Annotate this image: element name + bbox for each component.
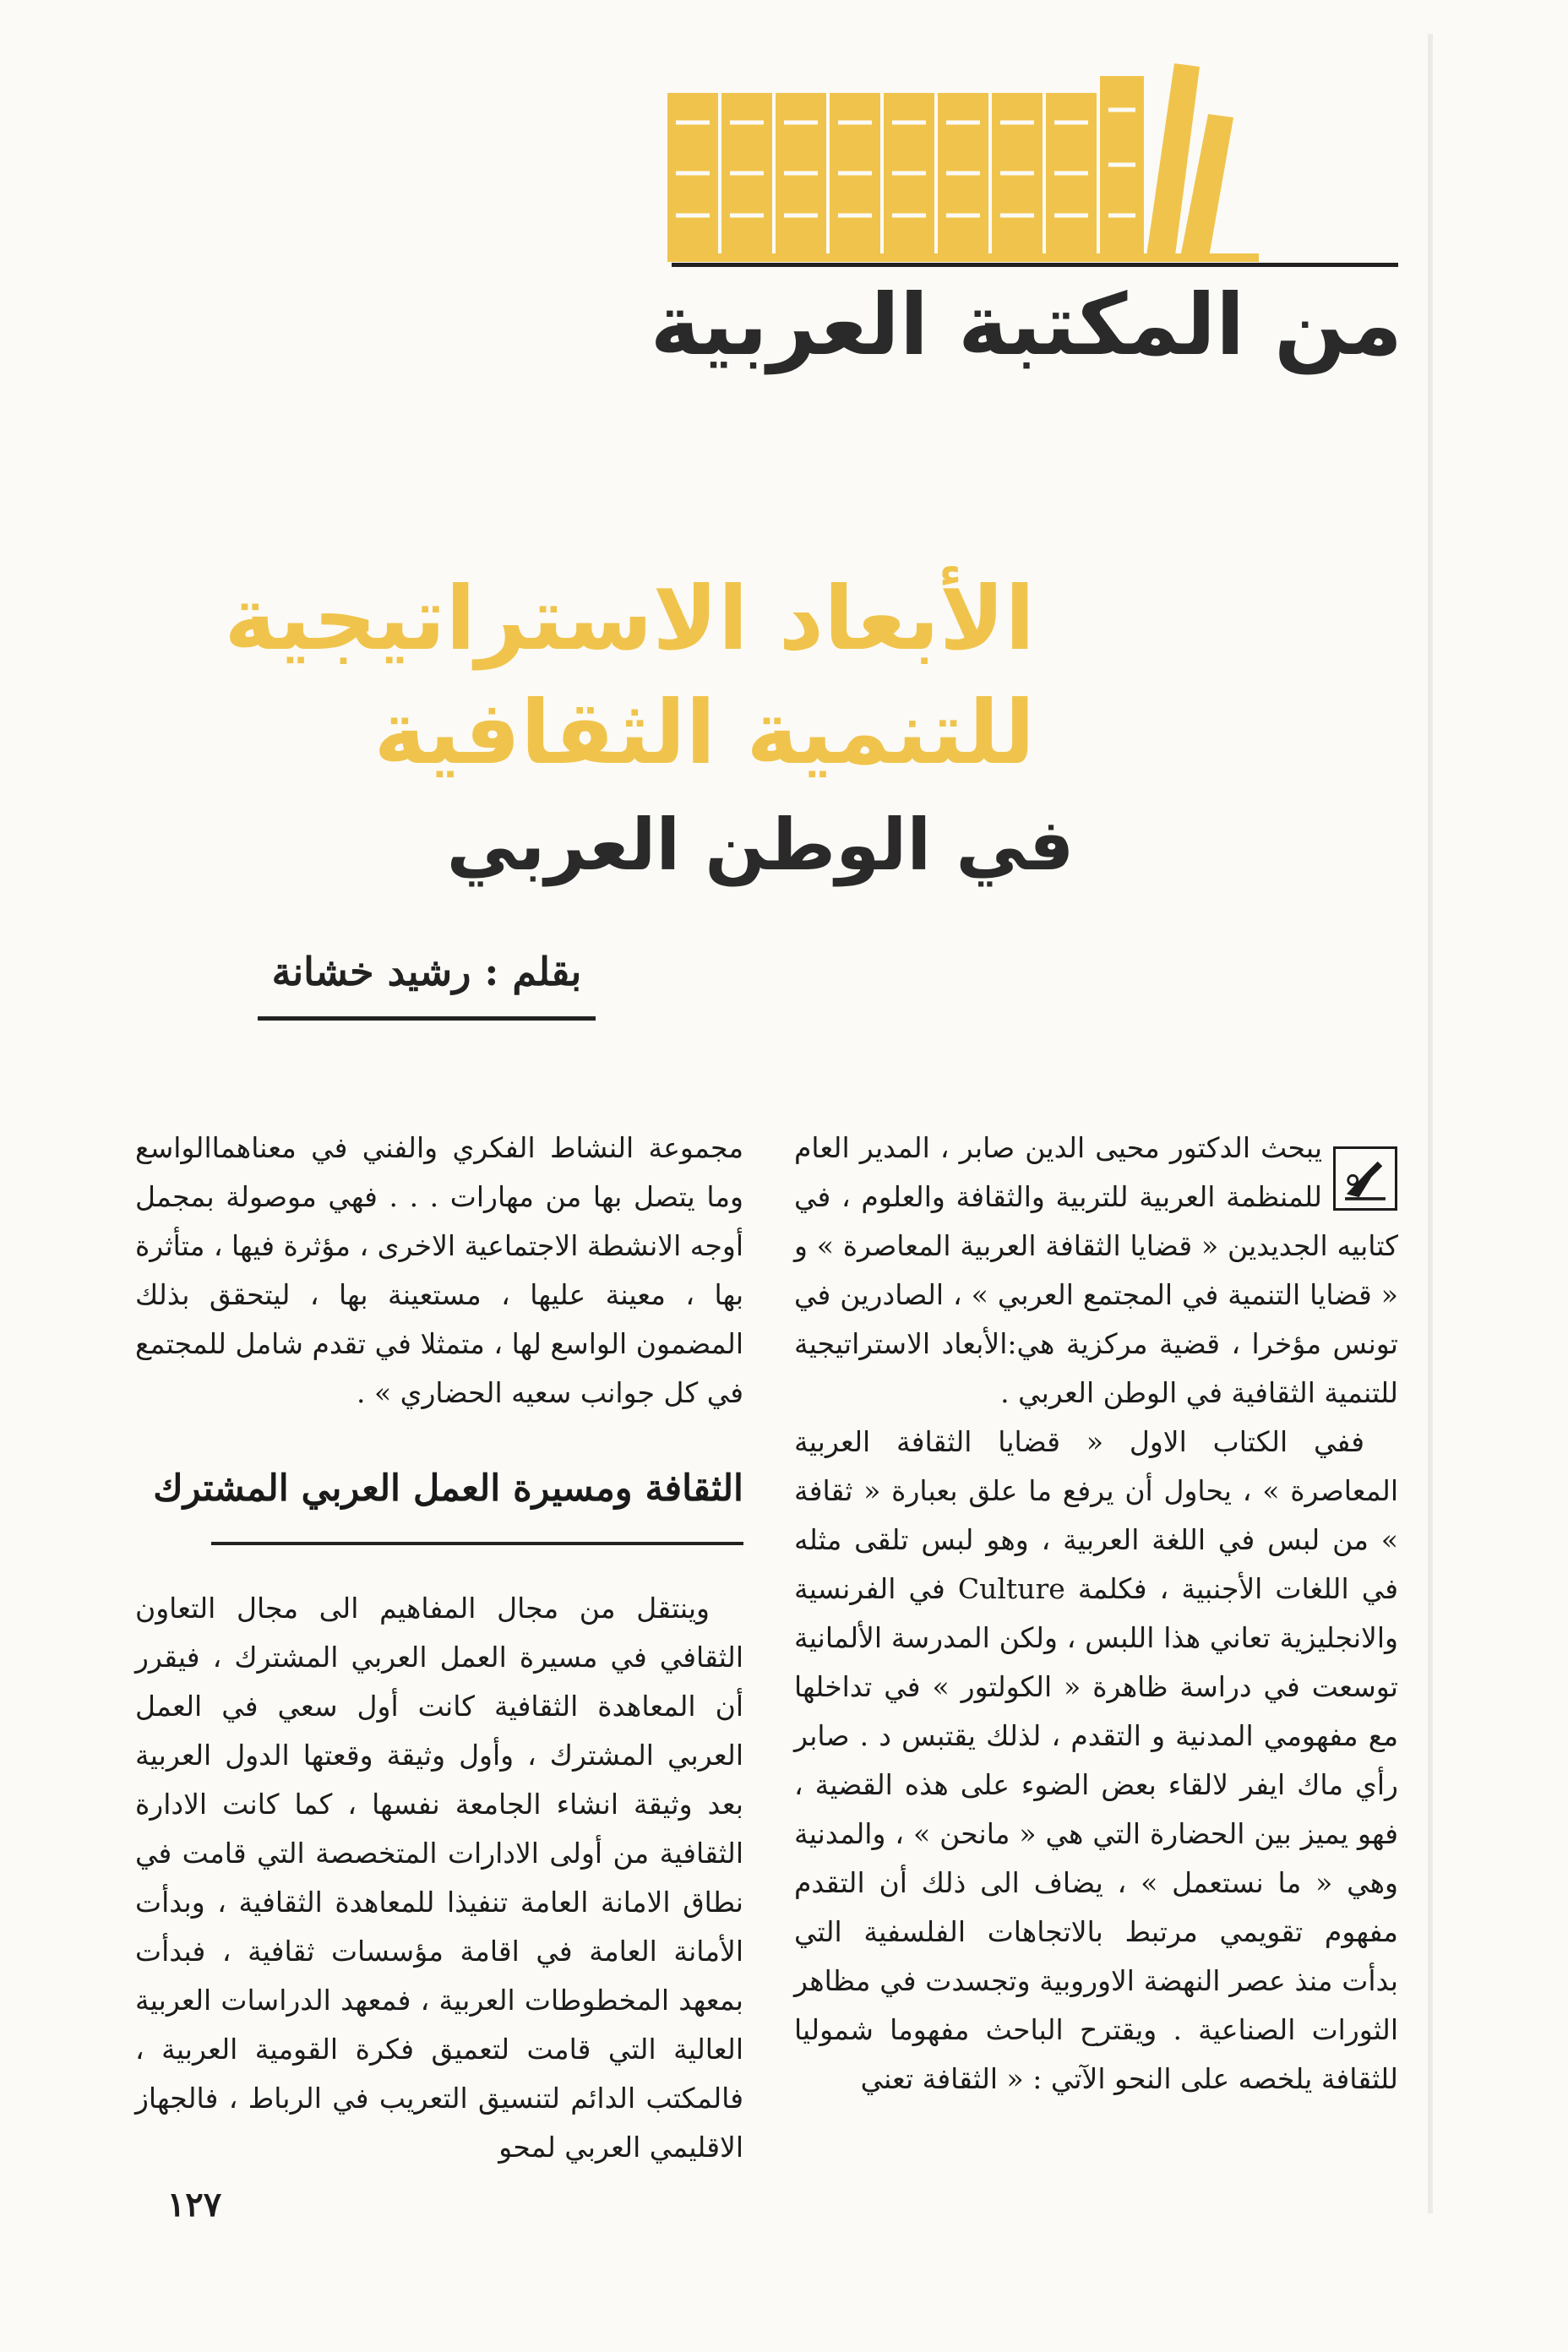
paragraph: ففي الكتاب الاول « قضايا الثقافة العربية المعاصرة » ، يحاول أن يرفع ما علق بعبارة « ثقافة » من لبس في اللغة العربية ، وهو لبس تلقى مثله في اللغات الأجنبية ، فكلمة Culture في الفرنسية والانجليزية تعاني هذا اللبس ، ولكن المدرسة الألمانية توسعت في دراسة ظاهرة « الكولتور » في تداخلها مع مفهومي المدنية و التقدم ، لذلك يقتبس د . صابر رأي ماك ايفر لالقاء بعض الضوء على هذه القضية ، فهو يميز بين الحضارة التي هي « مانحن » ، والمدنية وهي « ما نستعمل » ، يضاف الى ذلك أن التقدم مفهوم تقويمي مرتبط بالاتجاهات الفلسفية التي بدأت منذ عصر النهضة الاوروبية وتجسدت في مظاهر الثورات الصناعية . ويقترح الباحث مفهوما شموليا للثقافة يلخصه على النحو الآتي : « الثقافة تعني <box>794 1425 1398 2095</box>
article-column-left-top <box>135 1124 743 1428</box>
section-rule <box>672 263 1398 267</box>
article-subtitle: في الوطن العربي <box>446 803 1075 886</box>
section-heading: الثقافة ومسيرة العمل العربي المشترك <box>153 1467 743 1510</box>
paragraph: يبحث الدكتور محيى الدين صابر ، المدير العام للمنظمة العربية للتربية والثقافة والعلوم ، في كتابيه الجديدين « قضايا الثقافة العربية المعاصرة » و « قضايا التنمية في المجتمع العربي » ، الصادرين في تونس مؤخرا ، قضية مركزية هي:الأبعاد الاستراتيجية للتنمية الثقافية في الوطن العربي . <box>794 1131 1398 1409</box>
paragraph: مجموعة النشاط الفكري والفني في معناهماالواسع وما يتصل بها من مهارات . . . فهي موصولة بمجمل أوجه الانشطة الاجتماعية الاخرى ، مؤثرة فيها ، متأثرة بها ، معينة عليها ، مستعينة بها ، ليتحقق بذلك المضمون الواسع لها ، متمثلا في تقدم شامل للمجتمع في كل جوانب سعيه الحضاري » . <box>135 1131 743 1409</box>
page-number: ١٢٧ <box>166 2185 222 2224</box>
section-title: من المكتبة العربية <box>650 275 1402 374</box>
article-column-left-bottom <box>135 1584 743 2164</box>
article-column-right <box>794 1124 1398 2104</box>
bookshelf-illustration <box>667 46 1259 262</box>
byline-rule <box>258 1016 596 1021</box>
shelf-books <box>667 63 1259 262</box>
pen-hand-icon <box>1333 1146 1397 1211</box>
page-edge-shadow <box>1428 34 1433 2213</box>
article-title-line-2: للتنمية الثقافية <box>373 681 1035 784</box>
byline: بقلم : رشيد خشانة <box>271 949 582 994</box>
paragraph: وينتقل من مجال المفاهيم الى مجال التعاون الثقافي في مسيرة العمل العربي المشترك ، فيقرر أن المعاهدة الثقافية كانت أول سعي في العمل العربي المشترك ، وأول وثيقة وقعتها الدول العربية بعد وثيقة انشاء الجامعة نفسها ، كما كانت الادارة الثقافية من أولى الادارات المتخصصة التي قامت في نطاق الامانة العامة تنفيذا للمعاهدة الثقافية ، وبدأت الأمانة العامة في اقامة مؤسسات ثقافية ، فبدأت بمعهد المخطوطات العربية ، فمعهد الدراسات العربية العالية التي قامت لتعميق فكرة القومية العربية ، فالمكتب الدائم لتنسيق التعريب في الرباط ، فالجهاز الاقليمي العربي لمحو <box>135 1592 743 2164</box>
article-title-line-1: الأبعاد الاستراتيجية <box>224 567 1035 670</box>
heading-rule <box>211 1542 743 1545</box>
